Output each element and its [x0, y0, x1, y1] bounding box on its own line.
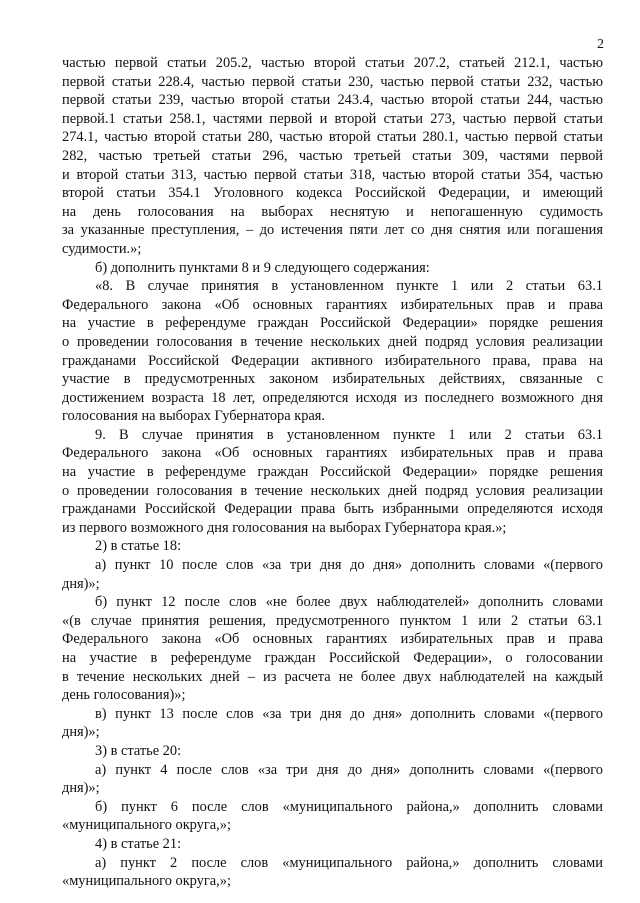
text-line: первой.1 статьи 258.1, частями первой и второй статьи 273, частью первой статьи — [62, 110, 603, 127]
text-line: «(в случае принятия решения, предусмотренного пунктом 1 или 2 статьи 63.1 — [62, 612, 603, 629]
text-line: частью первой статьи 205.2, частью второй статьи 207.2, статьей 212.1, частью — [62, 55, 603, 71]
document-body — [62, 54, 603, 891]
text-line: 9. В случае принятия в установленном пункте 1 или 2 статьи 63.1 — [95, 426, 603, 443]
text-line: о проведении голосования в течение нескольких дней подряд условия реализации — [62, 482, 603, 499]
text-line: из первого возможного дня голосования на выборах Губернатора края.»; — [62, 519, 507, 536]
text-line: на участие в референдуме граждан Российской Федерации» порядке решения — [62, 464, 603, 481]
text-line: а) пункт 10 после слов «за три дня до дня» дополнить словами «(первого — [95, 557, 603, 574]
text-line: дня)»; — [62, 780, 100, 797]
text-line: судимости.»; — [62, 240, 142, 257]
text-line: в течение нескольких дней – из расчета не более двух наблюдателей на каждый — [62, 668, 603, 685]
text-line: на участие в референдуме граждан Российской Федерации» порядке решения — [62, 315, 603, 332]
text-line: дня)»; — [62, 724, 100, 741]
text-line: 282, частью третьей статьи 296, частью третьей статьи 309, частями первой — [62, 147, 603, 164]
text-line: «муниципального округа,»; — [62, 817, 231, 834]
text-line: участие в предусмотренных законом избирательных действиях, связанные с — [62, 371, 603, 388]
text-line: первой статьи 228.4, частью первой статьи 230, частью первой статьи 232, частью — [62, 73, 603, 90]
text-line: день голосования)»; — [62, 687, 186, 704]
text-line: на день голосования на выборах неснятую и непогашенную судимость — [62, 203, 603, 220]
text-line: гражданами Российской Федерации права быть избранными определяются исходя — [62, 501, 603, 518]
text-line: б) пункт 6 после слов «муниципального района,» дополнить словами — [95, 798, 603, 815]
text-line: голосования на выборах Губернатора края. — [62, 408, 325, 425]
text-line: Федерального закона «Об основных гарантиях избирательных прав и права — [62, 631, 603, 648]
text-line: гражданами Российской Федерации активного избирательного права, права на — [62, 352, 603, 369]
page-number: 2 — [597, 37, 604, 52]
text-line: «муниципального округа,»; — [62, 873, 231, 890]
text-line: на участие в референдуме граждан Российской Федерации», о голосовании — [62, 650, 603, 666]
text-line: и второй статьи 313, частью первой статьи 318, частью второй статьи 354, частью — [62, 166, 603, 183]
text-line: 4) в статье 21: — [95, 835, 182, 852]
text-line: первой статьи 239, частью второй статьи 243.4, частью второй статьи 244, частью — [62, 92, 603, 109]
text-line: 274.1, частью второй статьи 280, частью второй статьи 280.1, частью первой статьи — [62, 129, 603, 146]
text-line: а) пункт 4 после слов «за три дня до дня» дополнить словами «(первого — [95, 761, 603, 778]
text-line: второй статьи 354.1 Уголовного кодекса Российской Федерации, и имеющий — [62, 185, 603, 202]
text-line: в) пункт 13 после слов «за три дня до дня» дополнить словами «(первого — [95, 705, 603, 722]
text-line: Федерального закона «Об основных гарантиях избирательных прав и права — [62, 296, 603, 313]
text-line: б) дополнить пунктами 8 и 9 следующего содержания: — [95, 259, 430, 276]
text-line: дня)»; — [62, 575, 100, 592]
text-line: о проведении голосования в течение нескольких дней подряд условия реализации — [62, 333, 603, 350]
text-line: «8. В случае принятия в установленном пункте 1 или 2 статьи 63.1 — [95, 278, 603, 295]
text-line: за указанные преступления, – до истечения пяти лет со дня снятия или погашения — [62, 222, 603, 239]
text-line: 3) в статье 20: — [95, 742, 182, 759]
text-line: 2) в статье 18: — [95, 538, 182, 555]
text-line: а) пункт 2 после слов «муниципального района,» дополнить словами — [95, 854, 603, 871]
text-line: б) пункт 12 после слов «не более двух наблюдателей» дополнить словами — [95, 594, 603, 611]
text-line: достижением возраста 18 лет, определяются исходя из последнего возможного дня — [62, 389, 603, 406]
text-line: Федерального закона «Об основных гарантиях избирательных прав и права — [62, 445, 603, 462]
